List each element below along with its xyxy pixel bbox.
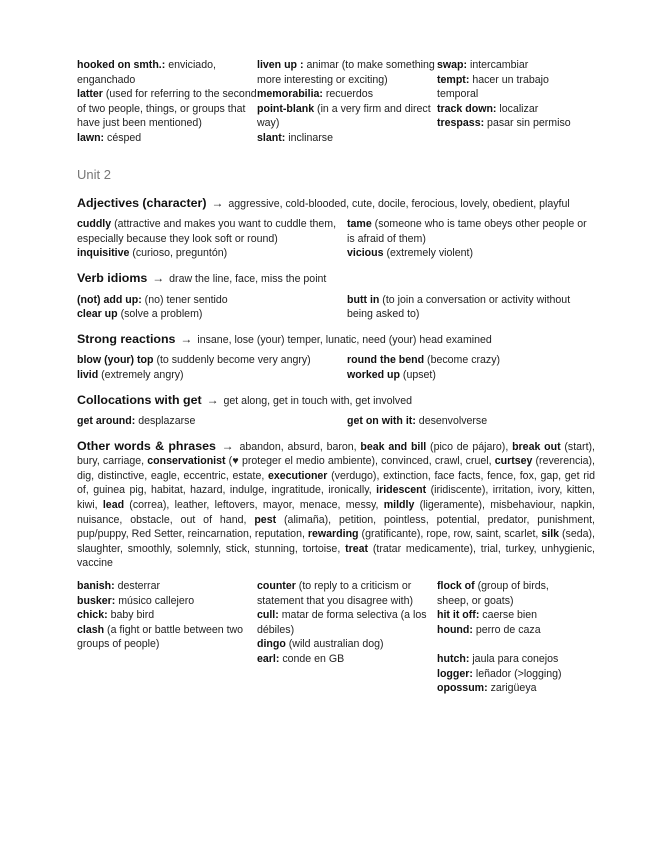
vocab-definition: (attractive and makes you want to cuddle them, especially because they look soft or round) xyxy=(77,218,337,245)
highlighted-term: treat xyxy=(345,542,369,555)
vocab-term: dingo xyxy=(257,638,286,651)
vocab-term: hooked on smth.: xyxy=(77,59,166,71)
word-list-text: (pico de pájaro), xyxy=(426,440,513,453)
vocab-entry xyxy=(347,246,592,261)
vocab-entry xyxy=(437,579,577,608)
vocab-entry xyxy=(77,217,347,246)
vocab-entry xyxy=(257,579,437,608)
highlighted-term: conservationist xyxy=(147,455,226,468)
section-right-col xyxy=(347,217,592,261)
vocab-term: get on with it: xyxy=(347,415,416,428)
highlighted-term: lead xyxy=(102,499,125,512)
vocab-entry xyxy=(347,353,592,368)
word-list-text: (start), bury, carriage, xyxy=(77,440,595,468)
highlighted-term: silk xyxy=(541,528,560,541)
vocab-definition: inclinarse xyxy=(285,131,333,144)
vocab-definition: enviciado, enganchado xyxy=(77,59,216,86)
vocab-definition: intercambiar xyxy=(467,59,529,71)
vocab-entry xyxy=(77,579,257,594)
vocab-definition: caerse bien xyxy=(479,609,538,622)
section-title: Strong reactions xyxy=(77,331,176,346)
section-right-col xyxy=(347,414,592,429)
vocab-term: round the bend xyxy=(347,354,425,367)
vocab-definition: (extremely violent) xyxy=(383,247,473,260)
bottom-col-2 xyxy=(257,579,437,696)
vocab-definition: músico callejero xyxy=(115,594,195,607)
arrow-icon: → xyxy=(206,392,219,407)
word-list-text: (seda), slaughter, smoothly, solemnly, stick, stunning, tortoise, xyxy=(77,528,595,555)
vocab-term: clear up xyxy=(77,308,118,321)
section-right-col xyxy=(347,293,592,322)
vocab-definition: pasar sin permiso xyxy=(484,117,571,130)
vocab-entry xyxy=(257,102,437,131)
vocab-definition: animar (to make something more interesting or exciting) xyxy=(257,59,435,86)
section-word-list: get along, get in touch with, get involved xyxy=(223,394,412,407)
section-heading xyxy=(77,393,595,409)
vocab-term: inquisitive xyxy=(77,247,130,260)
vocab-entry xyxy=(437,73,577,102)
other-words-list xyxy=(77,438,596,570)
section-heading xyxy=(77,196,595,212)
vocab-entry xyxy=(437,652,577,667)
vocab-definition: (extremely angry) xyxy=(98,368,184,381)
vocab-term: earl: xyxy=(257,653,280,665)
vocab-term: tame xyxy=(347,218,372,231)
vocab-entry xyxy=(437,58,577,73)
vocab-section xyxy=(77,196,595,261)
vocab-entry xyxy=(437,623,577,638)
vocab-definition: (in a very firm and direct way) xyxy=(257,102,431,130)
section-title: Collocations with get xyxy=(77,392,202,407)
vocab-term: lawn: xyxy=(77,131,105,144)
arrow-icon: → xyxy=(221,438,234,453)
vocab-term: counter xyxy=(257,580,296,593)
vocab-term: tempt: xyxy=(437,73,470,86)
vocab-entry xyxy=(257,131,437,146)
other-words-title: Other words & phrases xyxy=(77,438,216,453)
vocab-term: trespass: xyxy=(437,117,485,130)
section-left-col xyxy=(77,217,347,261)
vocab-entry xyxy=(77,58,257,87)
vocab-definition: localizar xyxy=(496,102,539,115)
vocab-term: blow (your) top xyxy=(77,354,154,367)
highlighted-term: executioner xyxy=(267,469,328,482)
vocab-term: cull: xyxy=(257,609,279,622)
vocab-term: clash xyxy=(77,623,105,636)
vocab-entry xyxy=(77,608,257,623)
vocab-definition: leñador (>logging) xyxy=(472,667,562,680)
section-word-list: aggressive, cold-blooded, cute, docile, ferocious, lovely, obedient, playful xyxy=(228,197,570,210)
vocab-entry xyxy=(257,652,437,667)
vocab-term: busker: xyxy=(77,594,116,607)
top-col-3 xyxy=(437,58,577,146)
vocab-term: liven up : xyxy=(257,59,304,71)
vocab-definition: (a fight or battle between two groups of people) xyxy=(77,623,244,651)
section-columns xyxy=(77,353,595,382)
vocab-entry xyxy=(257,58,437,87)
vocab-term: opossum: xyxy=(437,682,488,695)
vocab-entry xyxy=(77,594,257,609)
vocab-definition: zarigüeya xyxy=(487,682,537,695)
word-list-text: (tratar medicamente), trial, turkey, unhygienic, vaccine xyxy=(77,542,595,570)
vocab-entry xyxy=(347,368,592,383)
vocab-definition: desplazarse xyxy=(135,415,196,428)
word-list-text: abandon, absurd, baron, xyxy=(239,440,361,453)
vocab-definition: (upset) xyxy=(399,368,436,381)
vocab-entry xyxy=(77,131,257,146)
vocab-definition: hacer un trabajo temporal xyxy=(437,73,549,101)
section-columns xyxy=(77,217,595,261)
top-col-2 xyxy=(257,58,437,146)
vocab-definition: (to suddenly become very angry) xyxy=(153,354,311,367)
word-list-text: (correa), leather, leftovers, mayor, menace, messy, xyxy=(124,499,384,512)
top-col-1 xyxy=(77,58,257,146)
vocab-section xyxy=(77,271,595,322)
vocab-term: logger: xyxy=(437,667,473,680)
vocab-term: slant: xyxy=(257,131,286,144)
highlighted-term: rewarding xyxy=(307,528,359,541)
vocab-term: worked up xyxy=(347,368,400,381)
vocab-entry xyxy=(257,608,437,637)
top-vocab-columns xyxy=(77,58,595,146)
arrow-icon: → xyxy=(211,195,224,210)
section-heading xyxy=(77,271,595,287)
vocab-entry xyxy=(437,102,577,117)
vocab-term: livid xyxy=(77,368,99,381)
vocab-entry xyxy=(77,353,347,368)
vocab-definition: recuerdos xyxy=(322,88,373,101)
vocab-definition: (someone who is tame obeys other people or is afraid of them) xyxy=(347,218,587,245)
vocab-definition: matar de forma selectiva (a los débiles) xyxy=(257,609,427,636)
highlighted-term: iridescent xyxy=(376,484,427,497)
vocab-definition: jaula para conejos xyxy=(469,653,559,665)
vocab-definition: (to reply to a criticism or statement that you disagree with) xyxy=(257,580,414,607)
vocab-entry xyxy=(437,667,577,682)
vocab-entry xyxy=(437,681,577,696)
vocab-definition: (no) tener sentido xyxy=(141,293,228,306)
vocab-definition: baby bird xyxy=(107,609,155,622)
vocab-entry xyxy=(77,246,347,261)
vocab-term: hound: xyxy=(437,623,473,636)
word-list-text: (ligeramente), misbehaviour, napkin, nuisance, obstacle, out of hand, xyxy=(77,499,595,526)
vocab-term: point-blank xyxy=(257,102,315,115)
highlighted-term: pest xyxy=(254,513,277,526)
vocab-term: swap: xyxy=(437,59,468,71)
vocab-entry xyxy=(347,293,592,322)
vocab-term: cuddly xyxy=(77,218,112,231)
spacer xyxy=(437,637,577,652)
vocab-entry xyxy=(347,414,592,429)
vocab-term: flock of xyxy=(437,580,475,593)
vocab-term: track down: xyxy=(437,102,497,115)
bottom-col-1 xyxy=(77,579,257,696)
vocab-term: hutch: xyxy=(437,653,470,665)
bottom-vocab-columns xyxy=(77,579,595,696)
section-right-col xyxy=(347,353,592,382)
section-left-col xyxy=(77,353,347,382)
section-word-list: insane, lose (your) temper, lunatic, need (your) head examined xyxy=(197,333,492,346)
section-word-list: draw the line, face, miss the point xyxy=(169,272,327,285)
word-list-text: (gratificante), rope, row, saint, scarlet, xyxy=(358,528,542,541)
vocab-entry xyxy=(77,87,257,131)
vocab-term: banish: xyxy=(77,580,115,593)
vocab-entry xyxy=(77,293,347,308)
vocab-definition: desenvolverse xyxy=(415,415,488,428)
word-list-text: (alimaña), petition, pointless, potential, predator, punishment, pup/puppy, Red Setter, reincarnation, reputation, xyxy=(77,513,596,541)
vocab-term: latter xyxy=(77,88,103,101)
vocab-definition: (wild australian dog) xyxy=(285,638,384,651)
vocab-term: chick: xyxy=(77,609,108,622)
other-words-paragraph xyxy=(77,439,595,571)
vocab-entry xyxy=(437,116,577,131)
section-left-col xyxy=(77,293,347,322)
highlighted-term: beak and bill xyxy=(360,440,427,453)
vocab-definition: (used for referring to the second of two people, things, or groups that have just been mentioned) xyxy=(77,88,257,130)
vocab-entry xyxy=(347,217,592,246)
word-list-text: (verdugo), extinction, face facts, fence, fox, gap, get rid of, guinea pig, habitat, hazard, indulge, ingratitude, ironically, xyxy=(77,469,595,497)
vocab-section xyxy=(77,332,595,383)
unit-heading: Unit 2 xyxy=(77,166,111,182)
vocab-term: get around: xyxy=(77,415,136,428)
section-columns xyxy=(77,293,595,322)
word-list-text: (reverencia), dig, distinctive, eagle, eccentric, estate, xyxy=(77,455,595,482)
bottom-col-3 xyxy=(437,579,577,696)
vocab-definition: (curioso, preguntón) xyxy=(129,247,228,260)
section-title: Verb idioms xyxy=(77,270,148,285)
section-columns xyxy=(77,414,595,429)
vocab-entry xyxy=(77,368,347,383)
arrow-icon: → xyxy=(180,331,193,346)
highlighted-term: mildly xyxy=(383,499,415,512)
word-list-text: (♥ proteger el medio ambiente), convinced, crawl, cruel, xyxy=(225,455,495,468)
vocab-section xyxy=(77,393,595,429)
sections xyxy=(77,196,595,429)
highlighted-term: break out xyxy=(512,440,561,453)
vocab-definition: (group of birds, sheep, or goats) xyxy=(437,580,549,607)
vocab-entry xyxy=(77,414,347,429)
vocab-entry xyxy=(77,623,257,652)
vocab-definition: (solve a problem) xyxy=(117,308,203,321)
arrow-icon: → xyxy=(152,270,165,285)
section-left-col xyxy=(77,414,347,429)
vocab-entry xyxy=(437,608,577,623)
vocab-term: memorabilia: xyxy=(257,88,323,101)
vocab-definition: césped xyxy=(104,131,142,144)
vocab-term: vicious xyxy=(347,247,384,260)
vocab-definition: (to join a conversation or activity without being asked to) xyxy=(347,293,571,321)
highlighted-term: curtsey xyxy=(494,455,533,468)
vocab-definition: desterrar xyxy=(114,580,161,593)
word-list-text: (iridiscente), irritation, ivory, kitten, kiwi, xyxy=(77,484,596,512)
vocab-term: hit it off: xyxy=(437,609,480,622)
section-title: Adjectives (character) xyxy=(77,195,207,210)
section-heading xyxy=(77,332,595,348)
vocab-entry xyxy=(77,307,347,322)
vocab-term: butt in xyxy=(347,293,380,306)
vocab-entry xyxy=(257,637,437,652)
vocab-definition: conde en GB xyxy=(279,653,345,665)
vocab-term: (not) add up: xyxy=(77,293,142,306)
vocab-definition: (become crazy) xyxy=(424,354,501,367)
other-words-section xyxy=(77,439,595,571)
vocab-definition: perro de caza xyxy=(472,623,541,636)
vocab-entry xyxy=(257,87,437,102)
